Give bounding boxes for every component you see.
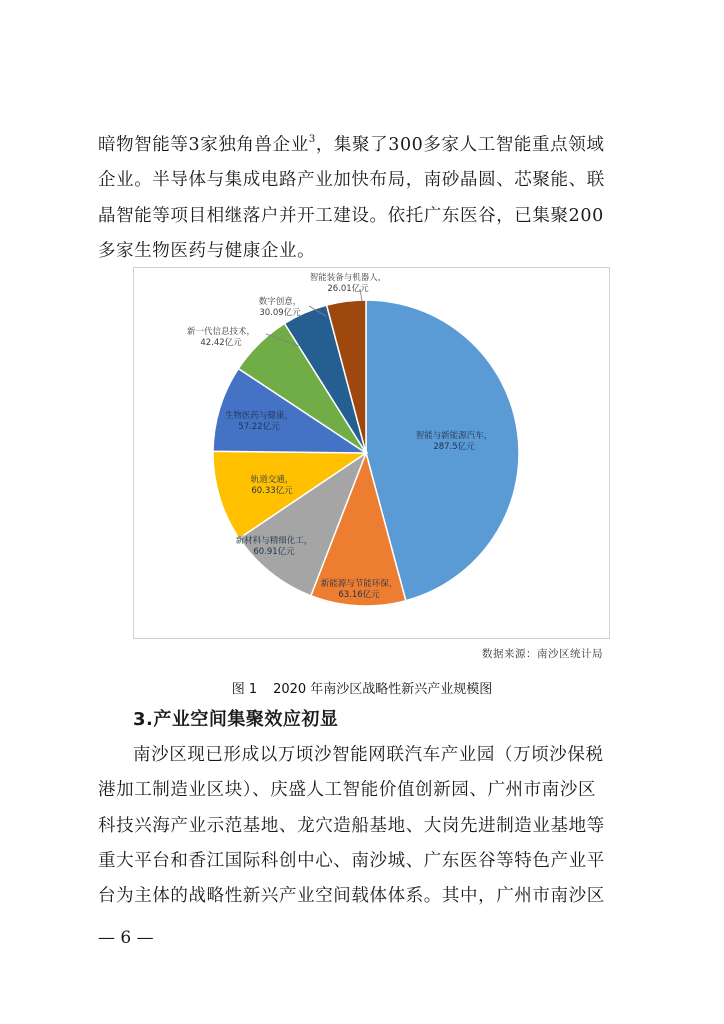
data-source-note: 数据来源：南沙区统计局 — [482, 648, 603, 660]
paragraph-2 — [98, 738, 638, 914]
section-heading: 3.产业空间集聚效应初显 — [133, 709, 339, 730]
slice-value-label: 287.5亿元 — [433, 442, 475, 452]
slice-label-8 — [310, 272, 387, 294]
slice-value-label: 30.09亿元 — [259, 308, 301, 318]
figure-number: 图 1 — [231, 682, 258, 697]
slice-category-label: 智能与新能源汽车， — [415, 431, 493, 441]
paragraph-line: 台为主体的战略性新兴产业空间载体体系。其中，广州市南沙区 — [98, 886, 605, 907]
slice-category-label: 生物医药与健康， — [224, 411, 294, 421]
page-number: — 6 — — [98, 928, 154, 948]
paragraph-line: 晶智能等项目相继落户并开工建设。依托广东医谷，已集聚200 — [98, 205, 604, 226]
slice-category-label: 新材料与精细化工， — [235, 536, 313, 546]
pie-chart — [134, 268, 611, 640]
figure-title: 2020 年南沙区战略性新兴产业规模图 — [273, 682, 493, 697]
paragraph-line: 多家生物医药与健康企业。 — [98, 240, 316, 261]
slice-value-label: 57.22亿元 — [238, 422, 280, 432]
slice-value-label: 42.42亿元 — [200, 338, 242, 348]
slice-category-label: 新能源与节能环保， — [320, 579, 398, 589]
paragraph-1 — [98, 128, 638, 269]
paragraph-line: 南沙区现已形成以万顷沙智能网联汽车产业园（万顷沙保税 — [133, 745, 604, 765]
pie-chart-frame — [133, 267, 610, 639]
paragraph-line: 重大平台和香江国际科创中心、南沙城、广东医谷等特色产业平 — [98, 850, 605, 871]
slice-value-label: 26.01亿元 — [327, 284, 369, 294]
slice-label-7 — [259, 296, 302, 318]
slice-category-label: 轨道交通， — [250, 475, 294, 485]
slice-value-label: 60.33亿元 — [251, 486, 293, 496]
paragraph-line: 科技兴海产业示范基地、龙穴造船基地、大岗先进制造业基地等 — [98, 815, 605, 836]
slice-label-6 — [187, 326, 255, 348]
slice-category-label: 智能装备与机器人， — [309, 273, 387, 283]
paragraph-line: 企业。半导体与集成电路产业加快布局，南砂晶圆、芯聚能、联 — [98, 170, 605, 191]
paragraph-line: 港加工制造业区块）、庆盛人工智能价值创新园、广州市南沙区 — [98, 780, 597, 801]
paragraph-line: 暗物智能等3家独角兽企业$^3$，集聚了300多家人工智能重点领域 — [98, 134, 605, 155]
slice-value-label: 63.16亿元 — [338, 590, 380, 600]
slice-category-label: 新一代信息技术， — [186, 327, 256, 337]
slice-category-label: 数字创意， — [258, 297, 302, 307]
figure-caption — [0, 678, 724, 697]
slice-value-label: 60.91亿元 — [253, 547, 295, 557]
footnote-marker[interactable]: 3 — [308, 134, 316, 145]
